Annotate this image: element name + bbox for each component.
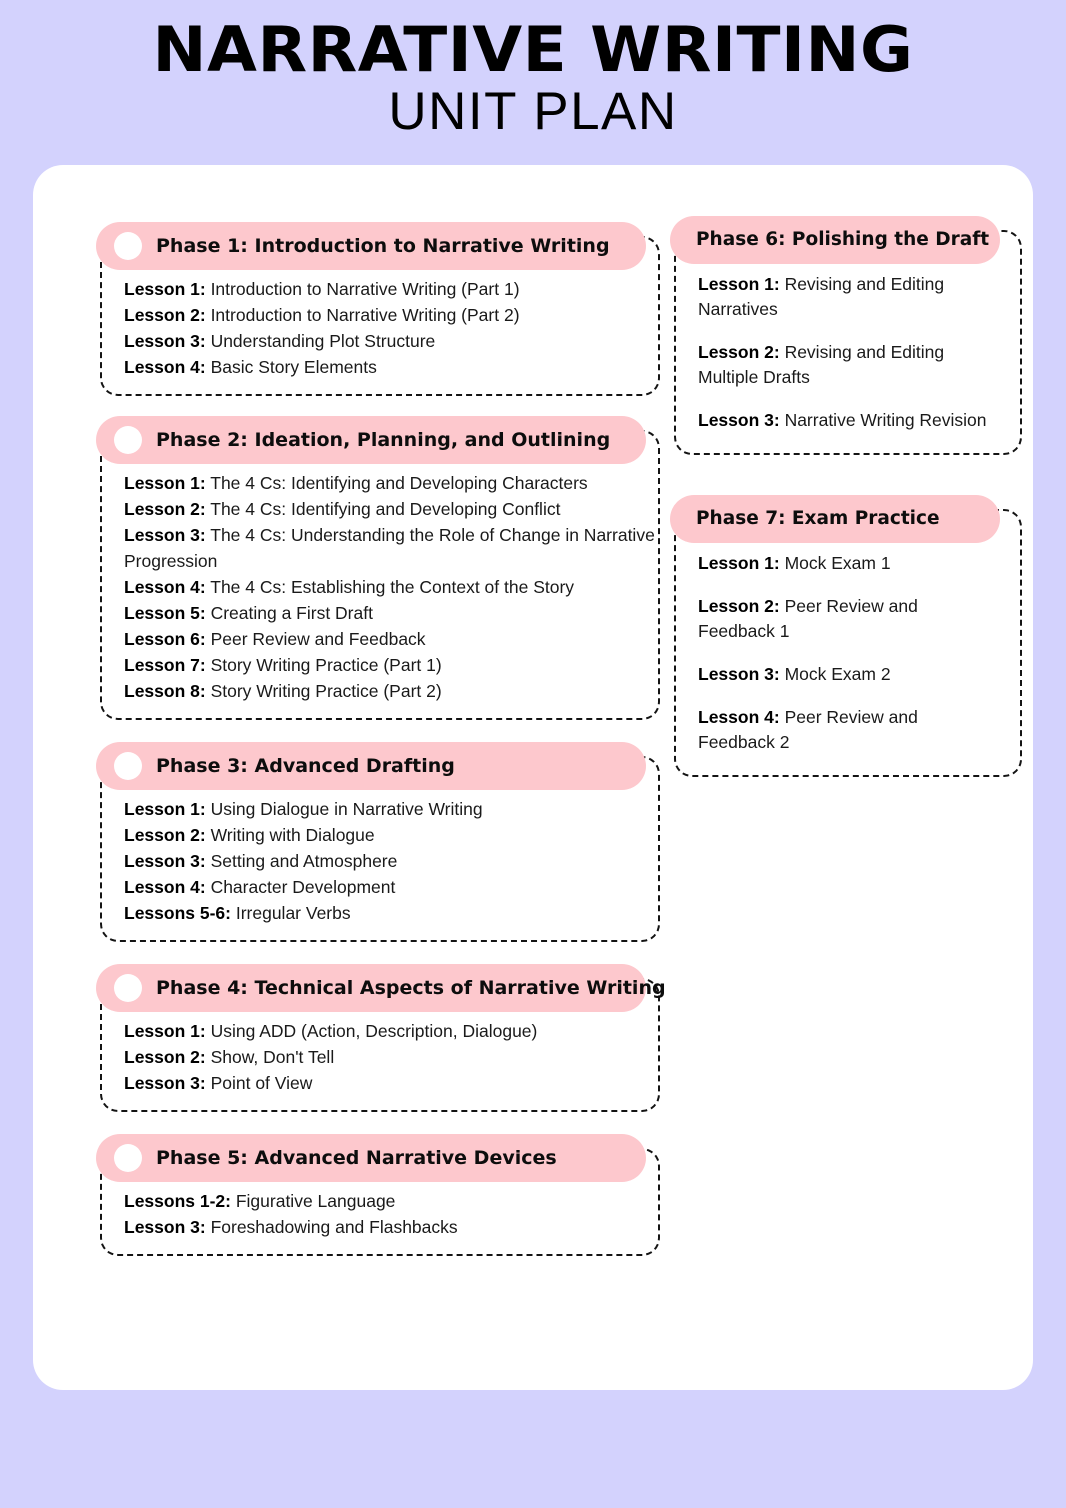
lesson-text: Story Writing Practice (Part 1)	[205, 655, 442, 675]
lesson-item	[698, 551, 998, 576]
lesson-label: Lessons 1-2:	[124, 1191, 231, 1211]
lesson-label: Lesson 2:	[698, 342, 780, 362]
phase-title: Phase 5: Advanced Narrative Devices	[156, 1147, 557, 1169]
lesson-text: Understanding Plot Structure	[205, 331, 436, 351]
lesson-item	[124, 1044, 658, 1070]
lesson-label: Lesson 2:	[698, 596, 780, 616]
phase-block	[96, 742, 656, 942]
lesson-label: Lesson 3:	[124, 1073, 206, 1093]
lesson-label: Lessons 5-6:	[124, 903, 231, 923]
lesson-item	[124, 354, 658, 380]
lesson-label: Lesson 2:	[124, 305, 206, 325]
lesson-label: Lesson 3:	[698, 410, 780, 430]
lesson-item	[124, 652, 658, 678]
lesson-label: Lesson 2:	[124, 499, 206, 519]
lesson-text: Peer Review and Feedback 2	[698, 707, 918, 752]
lesson-label: Lesson 1:	[698, 274, 780, 294]
lesson-text: Show, Don't Tell	[205, 1047, 335, 1067]
lesson-label: Lesson 3:	[124, 331, 206, 351]
lesson-text: The 4 Cs: Understanding the Role of Change in Narrative Progression	[124, 525, 655, 571]
lesson-label: Lesson 2:	[124, 825, 206, 845]
phase-columns	[33, 165, 1033, 1390]
phase-block	[96, 416, 656, 720]
lesson-text: Revising and Editing Multiple Drafts	[698, 342, 945, 387]
phase-title: Phase 6: Polishing the Draft	[696, 229, 990, 250]
lesson-item	[698, 272, 998, 322]
lesson-label: Lesson 1:	[698, 553, 780, 573]
lesson-item	[124, 626, 658, 652]
lesson-item	[124, 574, 658, 600]
lesson-text: Creating a First Draft	[205, 603, 373, 623]
lesson-text: Narrative Writing Revision	[779, 410, 987, 430]
lesson-label: Lesson 5:	[124, 603, 206, 623]
lesson-item	[124, 496, 658, 522]
lesson-text: Using Dialogue in Narrative Writing	[205, 799, 483, 819]
phase-lesson-card	[674, 509, 1022, 777]
lesson-text: Peer Review and Feedback 1	[698, 596, 918, 641]
lesson-label: Lesson 1:	[124, 1021, 206, 1041]
phase-title: Phase 3: Advanced Drafting	[156, 755, 455, 777]
bullet-circle-icon	[114, 974, 142, 1002]
lesson-item	[124, 328, 658, 354]
lesson-label: Lesson 8:	[124, 681, 206, 701]
page-title	[0, 0, 1066, 140]
phase-lesson-card	[100, 430, 660, 720]
lesson-label: Lesson 1:	[124, 799, 206, 819]
lesson-item	[124, 1018, 658, 1044]
lesson-item	[124, 900, 658, 926]
phase-header-pill[interactable]	[670, 495, 1000, 543]
lesson-text: Irregular Verbs	[230, 903, 351, 923]
lesson-item	[124, 848, 658, 874]
lesson-item	[124, 1188, 658, 1214]
lesson-label: Lesson 3:	[124, 525, 206, 545]
lesson-item	[124, 1070, 658, 1096]
lesson-label: Lesson 1:	[124, 279, 206, 299]
lesson-text: Introduction to Narrative Writing (Part 1)	[205, 279, 520, 299]
phase-header-pill[interactable]	[96, 416, 646, 464]
phase-title: Phase 4: Technical Aspects of Narrative Writing	[156, 977, 666, 999]
lesson-text: Mock Exam 2	[779, 664, 891, 684]
phase-header-pill[interactable]	[670, 216, 1000, 264]
phase-header-pill[interactable]	[96, 1134, 646, 1182]
lesson-item	[124, 1214, 658, 1240]
lesson-item	[124, 822, 658, 848]
lesson-item	[698, 594, 998, 644]
lesson-item	[124, 470, 658, 496]
right-column	[670, 216, 1020, 777]
lesson-label: Lesson 6:	[124, 629, 206, 649]
lesson-item	[124, 796, 658, 822]
phase-title: Phase 2: Ideation, Planning, and Outlining	[156, 429, 611, 451]
phase-header-pill[interactable]	[96, 742, 646, 790]
lesson-text: Story Writing Practice (Part 2)	[205, 681, 442, 701]
phase-header-pill[interactable]	[96, 964, 666, 1012]
lesson-text: Point of View	[205, 1073, 313, 1093]
lesson-text: The 4 Cs: Identifying and Developing Conflict	[205, 499, 561, 519]
bullet-circle-icon	[114, 1144, 142, 1172]
lesson-text: The 4 Cs: Establishing the Context of the Story	[205, 577, 575, 597]
lesson-text: Peer Review and Feedback	[205, 629, 426, 649]
phase-block	[96, 222, 656, 396]
lesson-text: Figurative Language	[230, 1191, 396, 1211]
lesson-item	[124, 276, 658, 302]
lesson-text: Character Development	[205, 877, 396, 897]
phase-block	[96, 1134, 656, 1256]
lesson-text: Writing with Dialogue	[205, 825, 375, 845]
lesson-item	[698, 662, 998, 687]
lesson-item	[124, 522, 658, 574]
lesson-item	[698, 408, 998, 433]
lesson-label: Lesson 3:	[124, 851, 206, 871]
lesson-text: Introduction to Narrative Writing (Part 2)	[205, 305, 520, 325]
bullet-circle-icon	[114, 752, 142, 780]
lesson-text: Basic Story Elements	[205, 357, 377, 377]
content-panel	[33, 165, 1033, 1390]
lesson-item	[124, 302, 658, 328]
lesson-text: Using ADD (Action, Description, Dialogue)	[205, 1021, 538, 1041]
lesson-label: Lesson 3:	[124, 1217, 206, 1237]
lesson-label: Lesson 7:	[124, 655, 206, 675]
phase-block	[670, 495, 1020, 777]
lesson-item	[698, 705, 998, 755]
phase-title: Phase 1: Introduction to Narrative Writing	[156, 235, 610, 257]
phase-title: Phase 7: Exam Practice	[696, 508, 940, 529]
title-line-primary: NARRATIVE WRITING	[152, 13, 914, 86]
phase-block	[670, 216, 1020, 455]
lesson-text: The 4 Cs: Identifying and Developing Characters	[205, 473, 588, 493]
bullet-circle-icon	[114, 426, 142, 454]
lesson-item	[124, 678, 658, 704]
left-column	[96, 222, 666, 1256]
title-line-secondary: UNIT PLAN	[388, 82, 678, 141]
phase-block	[96, 964, 666, 1112]
lesson-label: Lesson 4:	[124, 357, 206, 377]
lesson-item	[698, 340, 998, 390]
lesson-label: Lesson 4:	[698, 707, 780, 727]
lesson-item	[124, 600, 658, 626]
phase-header-pill[interactable]	[96, 222, 646, 270]
lesson-label: Lesson 2:	[124, 1047, 206, 1067]
lesson-label: Lesson 4:	[124, 577, 206, 597]
lesson-item	[124, 874, 658, 900]
lesson-label: Lesson 4:	[124, 877, 206, 897]
lesson-label: Lesson 3:	[698, 664, 780, 684]
lesson-text: Mock Exam 1	[779, 553, 891, 573]
lesson-text: Revising and Editing Narratives	[698, 274, 945, 319]
bullet-circle-icon	[114, 232, 142, 260]
lesson-label: Lesson 1:	[124, 473, 206, 493]
lesson-text: Foreshadowing and Flashbacks	[205, 1217, 458, 1237]
lesson-text: Setting and Atmosphere	[205, 851, 398, 871]
